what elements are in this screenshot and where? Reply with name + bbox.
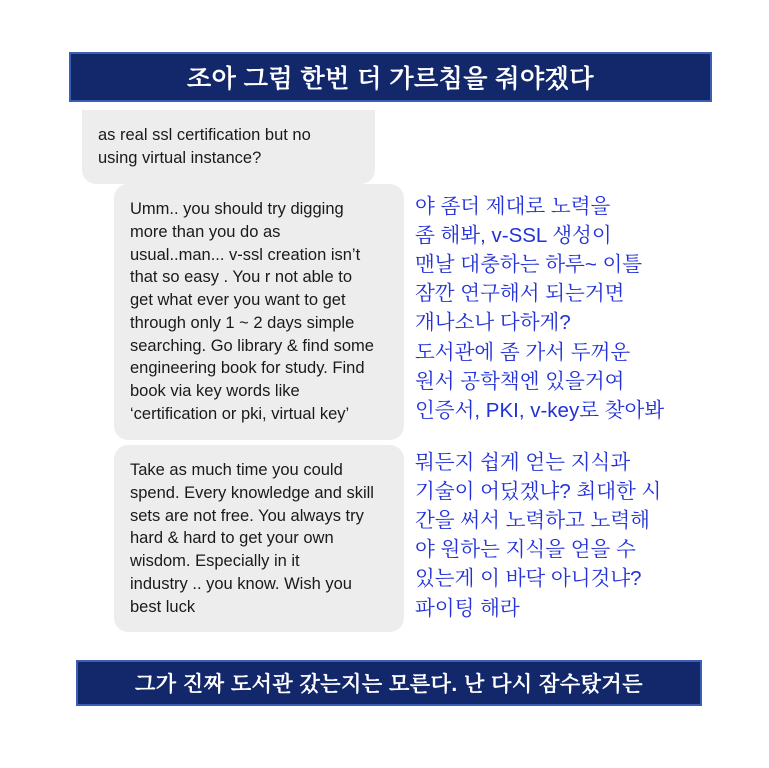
commentary-line: 인증서, PKI, v-key로 찾아봐 xyxy=(415,398,665,422)
chat-bubble-line: Take as much time you could xyxy=(130,461,343,479)
chat-bubble-line: usual..man... v-ssl creation isn’t xyxy=(130,245,361,264)
commentary-line: 원서 공학책엔 있을거여 xyxy=(415,369,625,393)
commentary-block xyxy=(415,192,664,425)
commentary-line: 잠깐 연구해서 되는거면 xyxy=(415,282,625,306)
chat-bubble-line: using virtual instance? xyxy=(98,148,262,167)
chat-bubble-line: engineering book for study. Find xyxy=(130,359,365,378)
commentary-line: 간을 써서 노력하고 노력해 xyxy=(415,509,650,533)
chat-bubble xyxy=(114,184,404,440)
chat-bubble-line: hard & hard to get your own xyxy=(130,529,334,548)
top-caption-text: 조아 그럼 한번 더 가르침을 줘야겠다 xyxy=(187,65,594,93)
chat-bubble-line: book via key words like xyxy=(130,382,300,401)
bottom-caption-banner xyxy=(76,660,702,706)
commentary-line: 개나소나 다하게? xyxy=(415,311,571,335)
chat-bubble xyxy=(114,445,404,632)
chat-bubble-line: get what ever you want to get xyxy=(130,291,346,310)
commentary-line: 파이팅 해라 xyxy=(415,596,520,620)
chat-bubble-line: more than you do as xyxy=(130,222,281,241)
commentary-block xyxy=(415,448,661,623)
commentary-line: 있는게 이 바닥 아니것냐? xyxy=(415,567,642,591)
chat-bubble-line: industry .. you know. Wish you xyxy=(130,574,352,593)
chat-bubble-line: best luck xyxy=(130,597,196,616)
chat-bubble-line: that so easy . You r not able to xyxy=(130,268,352,287)
commentary-line: 맨날 대충하는 하루~ 이틀 xyxy=(415,253,643,277)
chat-bubble-line: ‘certification or pki, virtual key’ xyxy=(130,404,350,423)
commentary-line: 야 원하는 지식을 얻을 수 xyxy=(415,538,636,562)
chat-bubble-line: wisdom. Especially in it xyxy=(130,552,300,571)
top-caption-banner xyxy=(69,52,712,102)
chat-bubble-line: through only 1 ~ 2 days simple xyxy=(130,313,355,332)
commentary-line: 기술이 어딨겠냐? 최대한 시 xyxy=(415,480,662,504)
commentary-line: 도서관에 좀 가서 두꺼운 xyxy=(415,340,631,364)
commentary-line: 좀 해봐, v-SSL 생성이 xyxy=(415,224,612,248)
chat-bubble-line: as real ssl certification but no xyxy=(98,126,311,144)
chat-bubble-line: Umm.. you should try digging xyxy=(130,200,344,218)
commentary-line: 야 좀더 제대로 노력을 xyxy=(415,195,611,218)
commentary-line: 뭐든지 쉽게 얻는 지식과 xyxy=(415,451,631,474)
bottom-caption-text: 그가 진짜 도서관 갔는지는 모른다. 난 다시 잠수탔거든 xyxy=(135,673,643,696)
chat-bubble-line: searching. Go library & find some xyxy=(130,336,374,355)
chat-bubble-line: sets are not free. You always try xyxy=(130,506,364,525)
chat-bubble xyxy=(82,110,375,184)
chat-bubble-line: spend. Every knowledge and skill xyxy=(130,483,374,502)
